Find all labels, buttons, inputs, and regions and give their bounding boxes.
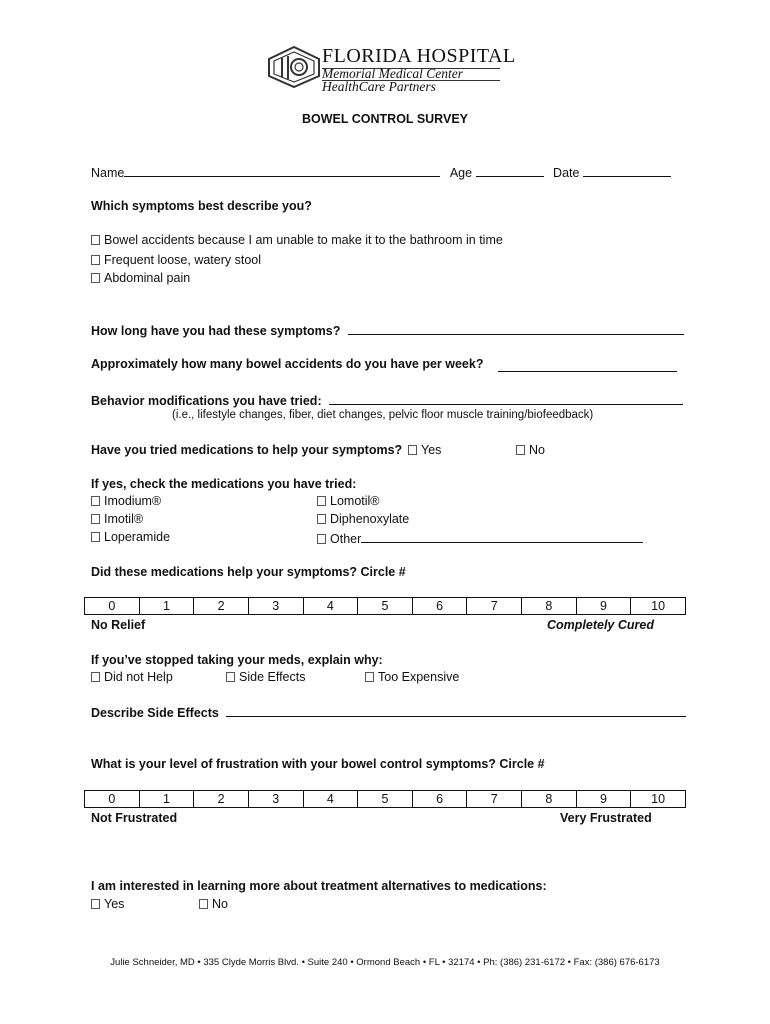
scale-option-6[interactable]: 6 xyxy=(412,791,467,808)
stopped-option-label: Did not Help xyxy=(104,670,173,684)
checkbox[interactable] xyxy=(91,532,100,542)
scale-option-1[interactable]: 1 xyxy=(139,791,194,808)
checkbox[interactable] xyxy=(91,273,100,283)
duration-question xyxy=(91,322,684,338)
scale-option-2[interactable]: 2 xyxy=(194,791,249,808)
med-imodium[interactable] xyxy=(91,494,161,508)
hospital-emblem-icon xyxy=(268,46,320,88)
date-field[interactable] xyxy=(583,164,671,177)
med-label: Other xyxy=(330,532,362,546)
checkbox[interactable] xyxy=(226,672,235,682)
behavior-question xyxy=(91,392,683,408)
help-scale xyxy=(84,597,686,615)
scale-option-0[interactable]: 0 xyxy=(85,598,140,615)
checkbox[interactable] xyxy=(365,672,374,682)
interest-no[interactable] xyxy=(199,897,228,911)
symptom-option-3[interactable] xyxy=(91,271,190,285)
age-field[interactable] xyxy=(476,164,544,177)
other-med-field[interactable] xyxy=(361,530,643,543)
scale-option-1[interactable]: 1 xyxy=(139,598,194,615)
scale-option-7[interactable]: 7 xyxy=(467,791,522,808)
med-label: Loperamide xyxy=(104,530,171,544)
med-label: Imodium® xyxy=(104,494,162,508)
scale-option-2[interactable]: 2 xyxy=(194,598,249,615)
med-label: Lomotil® xyxy=(330,494,380,508)
checkbox[interactable] xyxy=(317,514,326,524)
behavior-field[interactable] xyxy=(329,392,683,405)
checkbox[interactable] xyxy=(199,899,208,909)
scale-option-3[interactable]: 3 xyxy=(248,598,303,615)
med-lomotil[interactable] xyxy=(317,494,380,508)
checkbox[interactable] xyxy=(91,514,100,524)
meds-tried-yes[interactable] xyxy=(408,443,441,457)
scale-option-0[interactable]: 0 xyxy=(85,791,140,808)
which-meds-question: If yes, check the medications you have tried: xyxy=(91,477,357,491)
stopped-option-side-effects[interactable] xyxy=(226,670,305,684)
scale-option-8[interactable]: 8 xyxy=(522,598,577,615)
scale-option-10[interactable]: 10 xyxy=(631,598,686,615)
med-label: Imotil® xyxy=(104,512,144,526)
symptom-option-1[interactable] xyxy=(91,233,503,247)
meds-tried-no[interactable] xyxy=(516,443,545,457)
date-label: Date xyxy=(553,166,580,180)
yes-label: Yes xyxy=(104,897,125,911)
scale-option-5[interactable]: 5 xyxy=(358,791,413,808)
page-title: BOWEL CONTROL SURVEY xyxy=(302,112,468,126)
stopped-option-label: Too Expensive xyxy=(378,670,460,684)
scale-option-3[interactable]: 3 xyxy=(248,791,303,808)
stopped-option-too-expensive[interactable] xyxy=(365,670,459,684)
logo-line1: FLORIDA HOSPITAL xyxy=(322,45,516,67)
side-effects-field[interactable] xyxy=(226,704,686,717)
frustration-question: What is your level of frustration with your bowel control symptoms? Circle # xyxy=(91,757,545,771)
scale-option-5[interactable]: 5 xyxy=(358,598,413,615)
meds-tried-question: Have you tried medications to help your symptoms? xyxy=(91,443,403,457)
checkbox[interactable] xyxy=(317,534,326,544)
med-other[interactable] xyxy=(317,530,643,546)
checkbox[interactable] xyxy=(91,672,100,682)
scale-option-9[interactable]: 9 xyxy=(576,598,631,615)
accidents-field[interactable] xyxy=(498,359,677,372)
med-imotil[interactable] xyxy=(91,512,143,526)
behavior-note: (i.e., lifestyle changes, fiber, diet changes, pelvic floor muscle training/biofeedback) xyxy=(172,409,594,421)
symptom-option-label: Abdominal pain xyxy=(104,271,191,285)
accidents-label: Approximately how many bowel accidents do you have per week? xyxy=(91,357,484,371)
scale-option-7[interactable]: 7 xyxy=(467,598,522,615)
symptom-option-2[interactable] xyxy=(91,253,261,267)
scale-option-10[interactable]: 10 xyxy=(631,791,686,808)
checkbox[interactable] xyxy=(317,496,326,506)
behavior-label: Behavior modifications you have tried: xyxy=(91,394,322,408)
side-effects-question xyxy=(91,704,686,720)
symptoms-question: Which symptoms best describe you? xyxy=(91,199,312,213)
stopped-question: If you’ve stopped taking your meds, explain why: xyxy=(91,653,383,667)
frustration-high-label: Very Frustrated xyxy=(560,811,652,825)
checkbox[interactable] xyxy=(408,445,417,455)
no-label: No xyxy=(529,443,545,457)
frustration-low-label: Not Frustrated xyxy=(91,811,178,825)
yes-label: Yes xyxy=(421,443,442,457)
duration-field[interactable] xyxy=(348,322,684,335)
symptom-option-label: Bowel accidents because I am unable to make it to the bathroom in time xyxy=(104,233,503,247)
help-low-label: No Relief xyxy=(91,618,146,632)
scale-option-4[interactable]: 4 xyxy=(303,791,358,808)
hospital-logo xyxy=(268,45,516,94)
scale-option-8[interactable]: 8 xyxy=(522,791,577,808)
name-age-date-row xyxy=(91,164,671,180)
checkbox[interactable] xyxy=(91,255,100,265)
help-high-label: Completely Cured xyxy=(547,618,654,632)
interest-question: I am interested in learning more about treatment alternatives to medications: xyxy=(91,879,547,893)
logo-line2: Memorial Medical Center xyxy=(322,66,463,81)
interest-yes[interactable] xyxy=(91,897,124,911)
stopped-option-label: Side Effects xyxy=(239,670,306,684)
no-label: No xyxy=(212,897,228,911)
med-diphenoxylate[interactable] xyxy=(317,512,409,526)
logo-line3: HealthCare Partners xyxy=(322,79,436,94)
checkbox[interactable] xyxy=(91,899,100,909)
med-label: Diphenoxylate xyxy=(330,512,410,526)
scale-option-4[interactable]: 4 xyxy=(303,598,358,615)
symptom-option-label: Frequent loose, watery stool xyxy=(104,253,262,267)
name-field[interactable] xyxy=(124,164,440,177)
side-effects-label: Describe Side Effects xyxy=(91,706,219,720)
age-label: Age xyxy=(449,166,473,180)
checkbox[interactable] xyxy=(91,235,100,245)
name-label: Name xyxy=(91,166,125,180)
med-loperamide[interactable] xyxy=(91,530,170,544)
accidents-question xyxy=(91,357,483,371)
duration-label: How long have you had these symptoms? xyxy=(91,324,341,338)
help-question: Did these medications help your symptoms? Circle # xyxy=(91,565,406,579)
frustration-scale xyxy=(84,790,686,808)
checkbox[interactable] xyxy=(91,496,100,506)
scale-option-6[interactable]: 6 xyxy=(412,598,467,615)
checkbox[interactable] xyxy=(516,445,525,455)
stopped-option-did-not-help[interactable] xyxy=(91,670,173,684)
scale-option-9[interactable]: 9 xyxy=(576,791,631,808)
footer-contact: Julie Schneider, MD • 335 Clyde Morris Blvd. • Suite 240 • Ormond Beach • FL • 32174 • Ph: (386) 231-6172 • Fax: (386) 676-6173 xyxy=(110,957,660,968)
